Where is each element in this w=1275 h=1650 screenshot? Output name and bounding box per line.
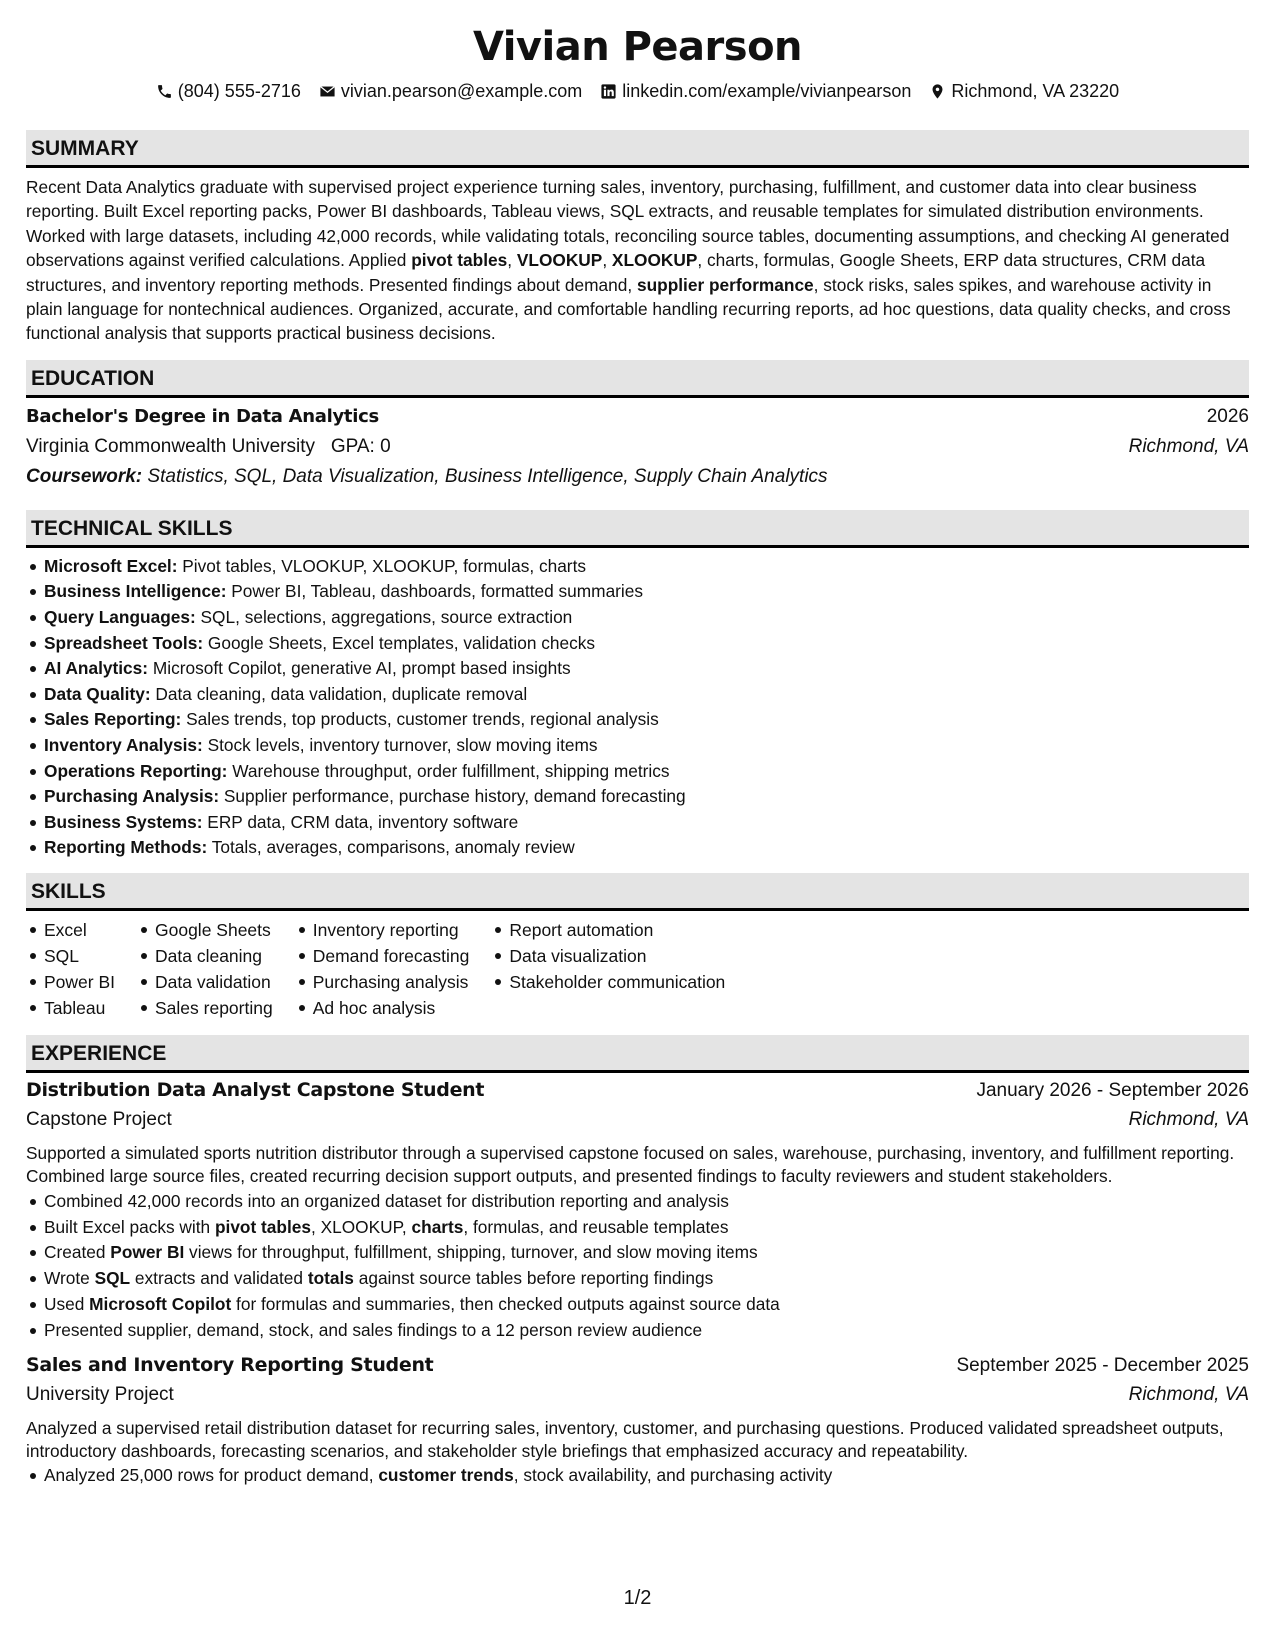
skill-item: Ad hoc analysis [295,995,470,1021]
technical-skill-text: Warehouse throughput, order fulfillment, shipping metrics [227,760,670,781]
job-bullet [26,1215,1249,1241]
section-heading-education: EDUCATION [26,360,1249,398]
coursework-list: Statistics, SQL, Data Visualization, Business Intelligence, Supply Chain Analytics [142,465,828,487]
skill-item: Inventory reporting [295,917,470,943]
school-name: Virginia Commonwealth University [26,435,315,457]
candidate-name: Vivian Pearson [472,24,803,70]
technical-skill-label: Sales Reporting: [44,709,182,730]
technical-skill-text: Data cleaning, data validation, duplicate removal [150,683,528,704]
job-dates: September 2025 - December 2025 [956,1354,1249,1376]
contact-email[interactable] [319,81,582,102]
bullet-text: extracts and validated [130,1268,308,1289]
gpa: GPA: 0 [330,435,391,457]
technical-skill-text: Totals, averages, comparisons, anomaly review [207,837,575,858]
job-bullet [26,1463,1249,1489]
skill-item: Report automation [491,917,725,943]
bullet-text: Used [44,1293,90,1314]
technical-skill-item [26,759,1249,785]
skill-item: Stakeholder communication [491,969,725,995]
contact-linkedin[interactable] [600,81,911,102]
skill-item: Demand forecasting [295,943,470,969]
resume-page [26,0,1249,1489]
experience-list [26,1079,1249,1489]
technical-skill-text: Pivot tables, VLOOKUP, XLOOKUP, formulas, charts [177,555,587,576]
technical-skill-text: Google Sheets, Excel templates, validation checks [203,632,596,653]
technical-skill-label: Business Systems: [44,811,203,832]
technical-skill-item [26,810,1249,836]
job-description: Supported a simulated sports nutrition distributor through a supervised capstone focused on sales, warehouse, purchasing, inventory, and fulfillment reporting. Combined large source files, created recurring decision support outputs, and presented findings to faculty reviewers and student stakeholders. [26,1142,1235,1187]
job-bullets [26,1189,1249,1344]
linkedin-icon [600,83,617,100]
technical-skills-list [26,554,1249,861]
school-line [26,436,391,458]
technical-skill-label: Business Intelligence: [44,581,227,602]
map-pin-icon [929,83,946,100]
skills-column [137,917,273,1021]
bullet-text: for formulas and summaries, then checked outputs against source data [231,1293,780,1314]
bullet-text: Combined 42,000 records into an organized dataset for distribution reporting and analysis [44,1190,729,1211]
technical-skill-text: Power BI, Tableau, dashboards, formatted summaries [226,581,644,602]
job-organization: University Project [26,1383,174,1405]
section-heading-technical-skills: TECHNICAL SKILLS [26,510,1249,548]
job-bullet [26,1189,1249,1215]
bullet-text: Created [44,1242,111,1263]
technical-skill-text: Supplier performance, purchase history, demand forecasting [219,786,686,807]
skill-item: Power BI [26,969,115,995]
skill-item: Data visualization [491,943,725,969]
job-bullets [26,1463,1249,1489]
skill-item: Purchasing analysis [295,969,470,995]
skill-item: Tableau [26,995,115,1021]
technical-skill-label: Operations Reporting: [44,760,228,781]
page-number: 1/2 [623,1587,652,1609]
location-text: Richmond, VA 23220 [951,80,1120,101]
bullet-text: , stock availability, and purchasing activity [513,1465,833,1486]
bullet-text: Analyzed 25,000 rows for product demand, [44,1465,379,1486]
technical-skill-label: Inventory Analysis: [44,735,203,755]
technical-skill-text: Microsoft Copilot, generative AI, prompt based insights [148,658,571,679]
contact-location [929,81,1119,102]
job-dates: January 2026 - September 2026 [976,1079,1249,1101]
skills-column [26,917,115,1021]
technical-skill-label: Microsoft Excel: [44,555,178,576]
bullet-bold-text: Microsoft Copilot [89,1293,232,1314]
experience-entry [26,1354,1249,1490]
technical-skill-label: Purchasing Analysis: [44,786,220,807]
job-bullet [26,1240,1249,1266]
technical-skill-item [26,605,1249,631]
experience-title-row [26,1354,1249,1384]
job-title: Distribution Data Analyst Capstone Student [26,1078,485,1101]
phone-icon [156,83,173,100]
summary-paragraph: Recent Data Analytics graduate with supervised project experience turning sales, inventory, purchasing, fulfillment, and customer data into clear business reporting. Built Excel reporting packs, Power BI dashboards, Tableau views, SQL extracts, and reusable templates for simulated distribution environments. Worked with large datasets, including 42,000 records, while validating totals, reconciling source tables, documenting assumptions, and checking AI generated observations against verified calculations. Applied pivot tables, VLOOKUP, XLOOKUP, charts, formulas, Google Sheets, ERP data structures, CRM data structures, and inventory reporting methods. Presented findings about demand, supplier performance, stock risks, sales spikes, and warehouse activity in plain language for nontechnical audiences. Organized, accurate, and comfortable handling recurring reports, ad hoc questions, data quality checks, and cross functional analysis that supports practical business decisions. [26,177,1231,344]
bullet-text: , XLOOKUP, [311,1216,412,1237]
contact-bar [26,76,1249,106]
experience-org-row [26,1384,1249,1414]
technical-skill-text: ERP data, CRM data, inventory software [202,811,519,832]
bullet-bold-text: totals [307,1268,354,1289]
degree-title: Bachelor's Degree in Data Analytics [26,405,379,427]
envelope-icon [319,83,336,100]
skill-item: Data validation [137,969,273,995]
bullet-bold-text: customer trends [378,1465,514,1486]
technical-skill-item [26,733,1249,759]
job-bullet [26,1266,1249,1292]
technical-skill-label: Reporting Methods: [44,837,208,858]
job-location: Richmond, VA [1128,1108,1249,1130]
skill-item: Data cleaning [137,943,273,969]
technical-skill-item [26,707,1249,733]
bullet-text: Built Excel packs with [44,1216,215,1237]
bullet-text: against source tables before reporting findings [353,1268,714,1289]
technical-skill-item [26,784,1249,810]
bullet-bold-text: Power BI [110,1242,185,1263]
technical-skill-item [26,656,1249,682]
contact-phone[interactable] [156,81,301,102]
technical-skill-label: Data Quality: [44,683,151,704]
coursework-line [26,466,1249,496]
skill-item: Sales reporting [137,995,273,1021]
skill-item: Excel [26,917,115,943]
bullet-text: Wrote [44,1268,95,1289]
graduation-year: 2026 [1206,405,1249,427]
technical-skill-item [26,682,1249,708]
technical-skill-item [26,835,1249,861]
section-heading-experience: EXPERIENCE [26,1035,1249,1073]
bullet-bold-text: SQL [94,1268,131,1289]
bullet-text: Presented supplier, demand, stock, and sales findings to a 12 person review audience [44,1319,703,1340]
phone-text: (804) 555-2716 [177,80,301,101]
technical-skill-item [26,631,1249,657]
email-text: vivian.pearson@example.com [340,80,583,101]
skill-item: Google Sheets [137,917,273,943]
school-location: Richmond, VA [1128,435,1249,457]
technical-skill-item [26,579,1249,605]
job-description: Analyzed a supervised retail distribution dataset for recurring sales, inventory, customer, and purchasing questions. Produced validated spreadsheet outputs, introductory dashboards, forecasting scenarios, and stakeholder style briefings that emphasized accuracy and repeatability. [26,1417,1224,1461]
bullet-bold-text: charts [411,1216,464,1237]
section-heading-skills: SKILLS [26,873,1249,911]
experience-title-row [26,1079,1249,1109]
technical-skill-text: Sales trends, top products, customer trends, regional analysis [181,709,659,730]
skills-column [491,917,725,1021]
technical-skill-item [26,554,1249,580]
education-school-row [26,436,1249,466]
education-degree-row [26,406,1249,436]
technical-skill-text: SQL, selections, aggregations, source extraction [195,607,573,628]
job-bullet [26,1318,1249,1344]
skill-item: SQL [26,943,115,969]
coursework-label: Coursework: [26,465,143,487]
technical-skill-text: Stock levels, inventory turnover, slow moving items [202,735,598,755]
technical-skill-label: Query Languages: [44,607,196,628]
experience-org-row [26,1109,1249,1139]
bullet-text: , formulas, and reusable templates [463,1216,729,1237]
skills-grid [26,917,1249,1021]
job-title: Sales and Inventory Reporting Student [26,1353,434,1376]
experience-entry [26,1079,1249,1344]
job-organization: Capstone Project [26,1108,172,1130]
technical-skill-label: Spreadsheet Tools: [44,632,204,653]
linkedin-text: linkedin.com/example/vivianpearson [622,80,912,101]
technical-skill-label: AI Analytics: [44,658,149,679]
skills-column [295,917,470,1021]
bullet-bold-text: pivot tables [214,1216,311,1237]
job-bullet [26,1292,1249,1318]
section-heading-summary: SUMMARY [26,130,1249,168]
job-location: Richmond, VA [1128,1383,1249,1405]
bullet-text: views for throughput, fulfillment, shipping, turnover, and slow moving items [184,1242,758,1263]
